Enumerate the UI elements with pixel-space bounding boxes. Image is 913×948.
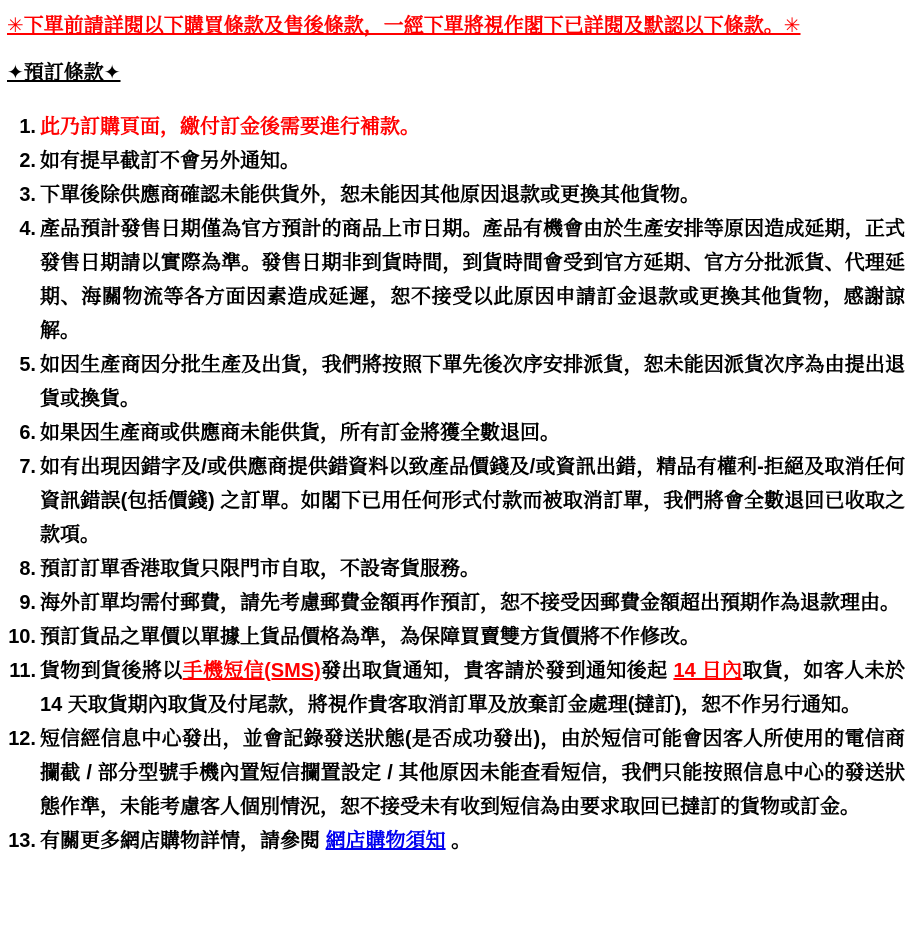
preorder-terms-title: ✦預訂條款✦ <box>7 62 121 84</box>
term-text <box>40 178 905 212</box>
term-number: 9. <box>19 592 36 614</box>
term-text-segment: 海外訂單均需付郵費，請先考慮郵費金額再作預訂，恕不接受因郵費金額超出預期作為退款理由。 <box>40 592 900 614</box>
term-text <box>40 586 905 620</box>
term-text <box>40 144 905 178</box>
term-item <box>7 450 905 552</box>
term-text <box>40 620 905 654</box>
term-number: 2. <box>19 150 36 172</box>
term-text-segment: 如因生產商因分批生產及出貨，我們將按照下單先後次序安排派貨，恕未能因派貨次序為由提出退貨或換貨。 <box>40 354 905 410</box>
term-text-segment: 預訂訂單香港取貨只限門市自取，不設寄貨服務。 <box>40 558 480 580</box>
term-number: 13. <box>8 830 36 852</box>
term-text <box>40 348 905 416</box>
store-shopping-guide-link[interactable]: 網店購物須知 <box>325 830 446 852</box>
term-number: 4. <box>19 218 36 240</box>
term-text-segment: 有關更多網店購物詳情，請參閱 <box>40 830 326 852</box>
term-text <box>40 212 905 348</box>
term-text-segment: 下單後除供應商確認未能供貨外，恕未能因其他原因退款或更換其他貨物。 <box>40 184 700 206</box>
term-text <box>40 450 905 552</box>
term-text-segment: 如果因生產商或供應商未能供貨，所有訂金將獲全數退回。 <box>40 422 560 444</box>
terms-list <box>7 110 905 858</box>
term-text-segment: 。 <box>445 830 472 852</box>
term-number: 8. <box>19 558 36 580</box>
term-text <box>40 722 905 824</box>
term-number: 6. <box>19 422 36 444</box>
term-item <box>7 586 905 620</box>
term-text-segment: 預訂貨品之單價以單據上貨品價格為準，為保障買賣雙方貨價將不作修改。 <box>40 626 700 648</box>
term-number: 3. <box>19 184 36 206</box>
term-item <box>7 144 905 178</box>
term-item <box>7 620 905 654</box>
term-text-segment: 如有出現因錯字及/或供應商提供錯資料以致產品價錢及/或資訊出錯，精品有權利-拒絕及取消任何資訊錯誤(包括價錢) 之訂單。如閣下已用任何形式付款而被取消訂單，我們將會全數退回已收取之款項。 <box>40 456 905 546</box>
term-item <box>7 824 905 858</box>
term-text-segment: 如有提早截訂不會另外通知。 <box>40 150 300 172</box>
term-text <box>40 416 905 450</box>
term-item <box>7 722 905 824</box>
term-number: 10. <box>8 626 36 648</box>
term-number: 7. <box>19 456 36 478</box>
term-number: 11. <box>9 660 36 682</box>
term-text-segment: 貨物到貨後將以 <box>40 660 183 682</box>
term-item <box>7 552 905 586</box>
term-item <box>7 416 905 450</box>
term-text-segment: 取貨，如客人未於 14 天取貨期內取貨及付尾款，將視作貴客取消訂單及放棄訂金處理(撻訂)，恕不作另行通知。 <box>40 660 906 716</box>
term-text-segment: 產品預計發售日期僅為官方預計的商品上市日期。產品有機會由於生產安排等原因造成延期，正式發售日期請以實際為準。發售日期非到貨時間，到貨時間會受到官方延期、官方分批派貨、代理延期、海關物流等各方面因素造成延遲，恕不接受以此原因申請訂金退款或更換其他貨物，感謝諒解。 <box>40 218 905 342</box>
term-number: 12. <box>8 728 36 750</box>
term-item <box>7 654 905 722</box>
red-emphasis-text: 手機短信(SMS) <box>182 660 321 682</box>
red-emphasis-text: 此乃訂購頁面，繳付訂金後需要進行補款。 <box>40 116 420 138</box>
term-text-segment: 發出取貨通知，貴客請於發到通知後起 <box>320 660 674 682</box>
purchase-warning-header: ✳下單前請詳閱以下購買條款及售後條款，一經下單將視作閣下已詳閱及默認以下條款。✳ <box>7 15 801 37</box>
term-item <box>7 348 905 416</box>
red-emphasis-text: 14 日內 <box>673 660 743 682</box>
term-text-segment: 短信經信息中心發出，並會記錄發送狀態(是否成功發出)，由於短信可能會因客人所使用的電信商攔截 / 部分型號手機內置短信攔置設定 / 其他原因未能查看短信，我們只能按照信息中心的發送狀態作準，未能考慮客人個別情況，恕不接受未有收到短信為由要求取回已撻訂的貨物或訂金。 <box>40 728 905 818</box>
term-number: 5. <box>19 354 36 376</box>
term-item <box>7 178 905 212</box>
term-number: 1. <box>19 116 36 138</box>
term-text <box>40 824 905 858</box>
term-item <box>7 212 905 348</box>
term-text <box>40 654 905 722</box>
term-text <box>40 552 905 586</box>
term-text <box>40 110 905 144</box>
term-item <box>7 110 905 144</box>
